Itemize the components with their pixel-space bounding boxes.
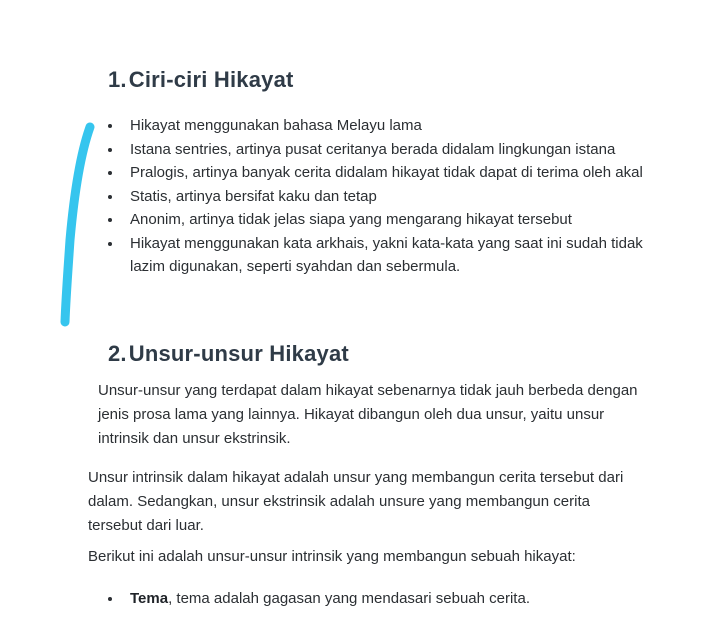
list-item: Pralogis, artinya banyak cerita didalam hikayat tidak dapat di terima oleh akal (108, 161, 658, 185)
list-item-text: , tema adalah gagasan yang mendasari sebuah cerita. (168, 590, 530, 607)
section-1-list (108, 114, 658, 279)
section-2-list (108, 587, 658, 611)
section-2-second-paragraph (88, 466, 648, 538)
section-1-title-text: Ciri-ciri Hikayat (128, 67, 294, 92)
paragraph-text: Berikut ini adalah unsur-unsur intrinsik yang membangun sebuah hikayat: (88, 548, 576, 565)
section-2-number: 2. (108, 341, 127, 366)
section-2-title (108, 341, 349, 367)
handwritten-highlight-icon (50, 120, 110, 340)
paragraph-text: Unsur intrinsik dalam hikayat adalah unsur yang membangun cerita tersebut dari dalam. Sedangkan, unsur ekstrinsik adalah unsure yang membangun cerita tersebut dari luar. (88, 469, 624, 534)
paragraph-text: Unsur-unsur yang terdapat dalam hikayat sebenarnya tidak jauh berbeda dengan jenis prosa lama yang lainnya. Hikayat dibangun oleh dua unsur, yaitu unsur intrinsik dan unsur ekstrinsik. (98, 382, 638, 447)
list-item: Hikayat menggunakan bahasa Melayu lama (108, 114, 658, 138)
list-item-term: Tema (130, 590, 169, 607)
list-item (108, 587, 658, 611)
list-item: Anonim, artinya tidak jelas siapa yang mengarang hikayat tersebut (108, 208, 658, 232)
list-item: Istana sentries, artinya pusat ceritanya berada didalam lingkungan istana (108, 138, 658, 162)
section-2-intro-paragraph (88, 379, 638, 451)
list-item: Hikayat menggunakan kata arkhais, yakni kata-kata yang saat ini sudah tidak lazim digunakan, seperti syahdan dan sebermula. (108, 232, 658, 279)
list-item: Statis, artinya bersifat kaku dan tetap (108, 185, 658, 209)
section-2-title-text: Unsur-unsur Hikayat (128, 341, 349, 366)
section-1-title (108, 67, 294, 93)
section-2-third-paragraph (88, 545, 648, 569)
highlight-stroke (65, 127, 90, 322)
section-1-number: 1. (108, 67, 127, 92)
